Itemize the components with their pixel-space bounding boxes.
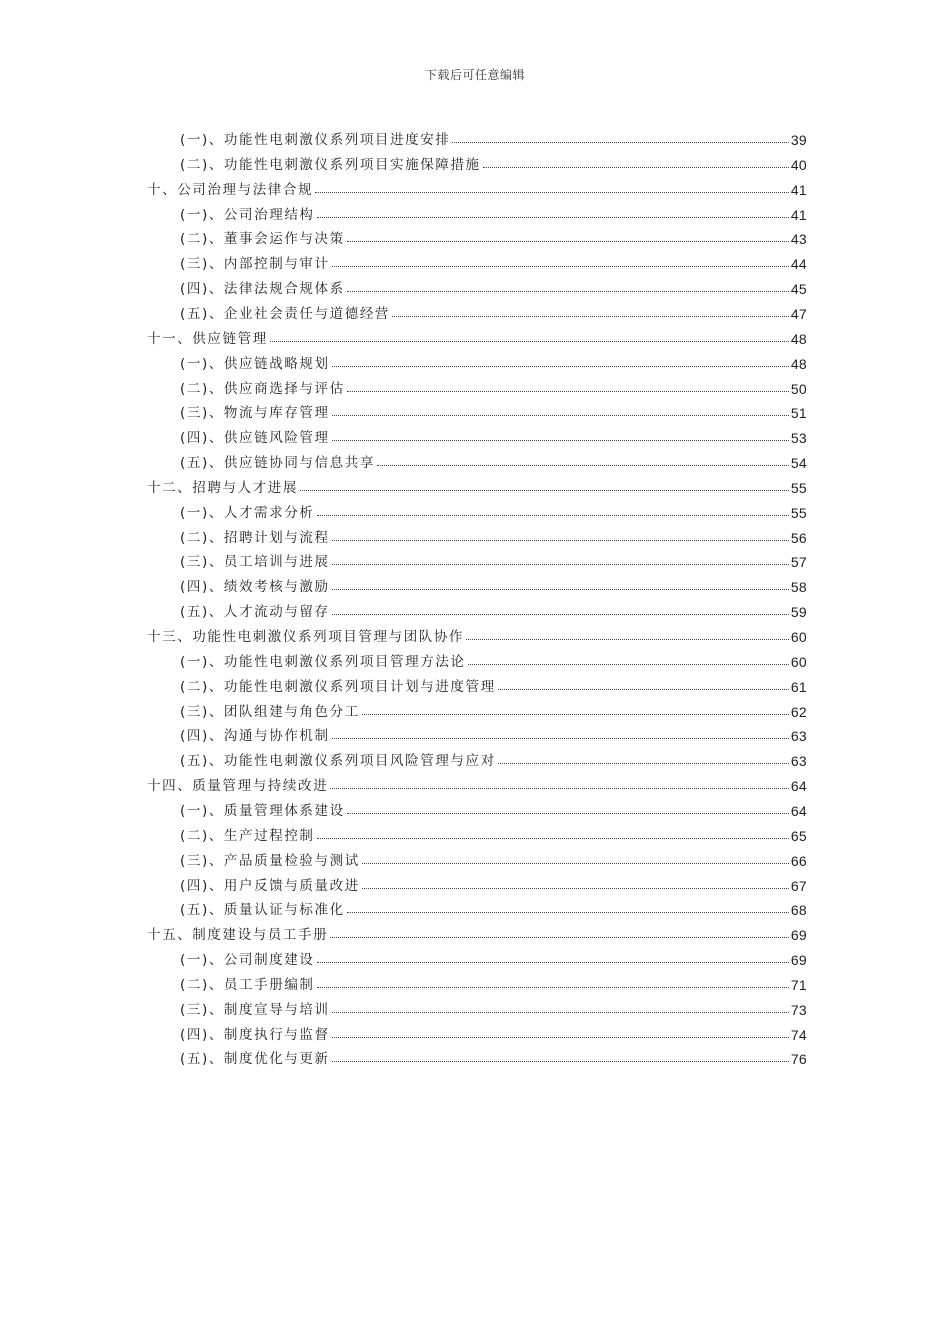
toc-page-number: 55: [790, 504, 807, 521]
toc-page-number: 44: [790, 256, 807, 273]
toc-page-number: 54: [790, 455, 807, 472]
toc-dot-leader: [332, 365, 789, 367]
toc-entry-label: 十五、制度建设与员工手册: [147, 927, 329, 944]
toc-page-number: 47: [790, 305, 807, 322]
toc-page-number: 48: [790, 355, 807, 372]
toc-entry-label: (二)、生产过程控制: [180, 827, 315, 844]
page-header: 下载后可任意编辑: [424, 68, 525, 82]
toc-section-entry[interactable]: [180, 722, 807, 744]
toc-section-entry[interactable]: [180, 126, 807, 148]
toc-section-entry[interactable]: [180, 872, 807, 894]
toc-entry-label: (五)、制度优化与更新: [180, 1051, 330, 1068]
toc-section-entry[interactable]: [180, 225, 807, 247]
toc-page-number: 50: [790, 380, 807, 397]
toc-entry-label: (五)、人才流动与留存: [180, 604, 330, 621]
toc-page-number: 65: [790, 827, 807, 844]
toc-dot-leader: [347, 390, 789, 392]
toc-page-number: 60: [790, 653, 807, 670]
toc-dot-leader: [317, 514, 789, 516]
toc-dot-leader: [270, 340, 789, 342]
toc-entry-label: (二)、招聘计划与流程: [180, 529, 330, 546]
toc-dot-leader: [332, 1060, 789, 1062]
toc-page-number: 41: [790, 206, 807, 223]
toc-dot-leader: [330, 787, 789, 789]
toc-entry-label: 十四、质量管理与持续改进: [147, 778, 329, 795]
toc-section-entry[interactable]: [180, 971, 807, 993]
toc-entry-label: (三)、员工培训与进展: [180, 554, 330, 571]
toc-page-number: 57: [790, 554, 807, 571]
toc-dot-leader: [332, 737, 789, 739]
toc-dot-leader: [317, 216, 789, 218]
toc-section-entry[interactable]: [180, 822, 807, 844]
toc-chapter-entry[interactable]: [147, 921, 807, 943]
toc-page-number: 39: [790, 132, 807, 148]
toc-dot-leader: [362, 887, 789, 889]
toc-entry-label: (五)、质量认证与标准化: [180, 902, 345, 919]
toc-entry-label: (三)、产品质量检验与测试: [180, 852, 360, 869]
toc-section-entry[interactable]: [180, 896, 807, 918]
toc-dot-leader: [332, 265, 789, 267]
toc-entry-label: 十二、招聘与人才进展: [147, 479, 298, 496]
toc-entry-label: (一)、功能性电刺激仪系列项目管理方法论: [180, 653, 466, 670]
toc-dot-leader: [362, 713, 789, 715]
toc-entry-label: (三)、物流与库存管理: [180, 405, 330, 422]
toc-entry-label: (三)、制度宣导与培训: [180, 1001, 330, 1018]
toc-page-number: 74: [790, 1026, 807, 1043]
toc-dot-leader: [300, 489, 789, 491]
toc-section-entry[interactable]: [180, 847, 807, 869]
toc-page-number: 64: [790, 802, 807, 819]
toc-section-entry[interactable]: [180, 946, 807, 968]
toc-section-entry[interactable]: [180, 1045, 807, 1067]
toc-entry-label: (一)、供应链战略规划: [180, 355, 330, 372]
toc-entry-label: (一)、公司制度建设: [180, 952, 315, 969]
toc-entry-label: (四)、法律法规合规体系: [180, 281, 345, 298]
toc-dot-leader: [332, 613, 789, 615]
toc-section-entry[interactable]: [180, 350, 807, 372]
toc-dot-leader: [317, 961, 789, 963]
toc-section-entry[interactable]: [180, 1021, 807, 1043]
toc-page-number: 51: [790, 405, 807, 422]
toc-entry-label: (二)、员工手册编制: [180, 976, 315, 993]
toc-chapter-entry[interactable]: [147, 325, 807, 347]
toc-page-number: 63: [790, 728, 807, 745]
toc-page-number: 58: [790, 579, 807, 596]
toc-section-entry[interactable]: [180, 375, 807, 397]
toc-section-entry[interactable]: [180, 499, 807, 521]
toc-page-number: 40: [790, 156, 807, 173]
toc-page-number: 71: [790, 976, 807, 993]
toc-page-number: 60: [790, 629, 807, 645]
toc-dot-leader: [317, 986, 789, 988]
toc-page-number: 41: [790, 181, 807, 198]
toc-section-entry[interactable]: [180, 424, 807, 446]
toc-entry-label: (二)、功能性电刺激仪系列项目计划与进度管理: [180, 678, 496, 695]
toc-chapter-entry[interactable]: [147, 772, 807, 794]
toc-entry-label: (三)、团队组建与角色分工: [180, 703, 360, 720]
toc-entry-label: 十、公司治理与法律合规: [147, 181, 314, 198]
toc-section-entry[interactable]: [180, 747, 807, 769]
toc-entry-label: (五)、功能性电刺激仪系列项目风险管理与应对: [180, 753, 496, 770]
toc-section-entry[interactable]: [180, 201, 807, 223]
toc-section-entry[interactable]: [180, 275, 807, 297]
toc-dot-leader: [332, 563, 789, 565]
toc-entry-label: (四)、供应链风险管理: [180, 430, 330, 447]
toc-entry-label: (二)、功能性电刺激仪系列项目实施保障措施: [180, 156, 481, 173]
toc-page-number: 56: [790, 529, 807, 546]
toc-dot-leader: [347, 240, 789, 242]
toc-chapter-entry[interactable]: [147, 623, 807, 645]
toc-page-number: 48: [790, 330, 807, 347]
toc-entry-label: (五)、供应链协同与信息共享: [180, 455, 375, 472]
toc-dot-leader: [332, 414, 789, 416]
toc-section-entry[interactable]: [180, 300, 807, 322]
toc-page-number: 63: [790, 753, 807, 770]
toc-entry-label: (一)、功能性电刺激仪系列项目进度安排: [180, 132, 451, 148]
toc-chapter-entry[interactable]: [147, 176, 807, 198]
toc-entry-label: (一)、质量管理体系建设: [180, 802, 345, 819]
toc-entry-label: (一)、人才需求分析: [180, 504, 315, 521]
toc-dot-leader: [315, 191, 789, 193]
toc-page-number: 43: [790, 231, 807, 248]
toc-page-number: 68: [790, 902, 807, 919]
toc-section-entry[interactable]: [180, 449, 807, 471]
toc-page-number: 55: [790, 479, 807, 496]
toc-dot-leader: [466, 638, 789, 640]
toc-page-number: 69: [790, 952, 807, 969]
toc-page-number: 67: [790, 877, 807, 894]
toc-entry-label: (二)、董事会运作与决策: [180, 231, 345, 248]
toc-dot-leader: [332, 588, 789, 590]
toc-page-number: 64: [790, 778, 807, 795]
toc-section-entry[interactable]: [180, 548, 807, 570]
toc-dot-leader: [317, 837, 789, 839]
toc-section-entry[interactable]: [180, 250, 807, 272]
toc-section-entry[interactable]: [180, 673, 807, 695]
toc-entry-label: (五)、企业社会责任与道德经营: [180, 305, 391, 322]
toc-chapter-entry[interactable]: [147, 474, 807, 496]
toc-entry-label: 十三、功能性电刺激仪系列项目管理与团队协作: [147, 629, 465, 645]
toc-dot-leader: [498, 688, 789, 690]
toc-dot-leader: [483, 166, 789, 168]
toc-dot-leader: [332, 539, 789, 541]
toc-page-number: 53: [790, 430, 807, 447]
toc-entry-label: 十一、供应链管理: [147, 330, 268, 347]
toc-dot-leader: [468, 663, 789, 665]
toc-entry-label: (四)、制度执行与监督: [180, 1026, 330, 1043]
toc-dot-leader: [332, 1011, 789, 1013]
toc-dot-leader: [330, 936, 789, 938]
toc-section-entry[interactable]: [180, 573, 807, 595]
toc-dot-leader: [362, 862, 789, 864]
toc-section-entry[interactable]: [180, 524, 807, 546]
toc-page-number: 45: [790, 281, 807, 298]
toc-page-number: 69: [790, 927, 807, 944]
toc-section-entry[interactable]: [180, 399, 807, 421]
toc-dot-leader: [347, 812, 789, 814]
toc-dot-leader: [392, 315, 789, 317]
toc-page-number: 62: [790, 703, 807, 720]
toc-section-entry[interactable]: [180, 797, 807, 819]
toc-dot-leader: [332, 439, 789, 441]
toc-dot-leader: [347, 911, 789, 913]
toc-entry-label: (四)、绩效考核与激励: [180, 579, 330, 596]
toc-section-entry[interactable]: [180, 598, 807, 620]
toc-dot-leader: [347, 290, 789, 292]
toc-entry-label: (三)、内部控制与审计: [180, 256, 330, 273]
toc-page-number: 76: [790, 1051, 807, 1068]
toc-page-number: 59: [790, 604, 807, 621]
toc-dot-leader: [377, 464, 789, 466]
toc-dot-leader: [332, 1036, 789, 1038]
toc-entry-label: (一)、公司治理结构: [180, 206, 315, 223]
toc-entry-label: (四)、沟通与协作机制: [180, 728, 330, 745]
toc-dot-leader: [498, 762, 789, 764]
toc-dot-leader: [452, 141, 788, 143]
toc-page-number: 61: [790, 678, 807, 695]
toc-section-entry[interactable]: [180, 648, 807, 670]
toc-section-entry[interactable]: [180, 151, 807, 173]
toc-page-number: 66: [790, 852, 807, 869]
toc-section-entry[interactable]: [180, 996, 807, 1018]
toc-page-number: 73: [790, 1001, 807, 1018]
toc-entry-label: (二)、供应商选择与评估: [180, 380, 345, 397]
toc-entry-label: (四)、用户反馈与质量改进: [180, 877, 360, 894]
toc-section-entry[interactable]: [180, 698, 807, 720]
